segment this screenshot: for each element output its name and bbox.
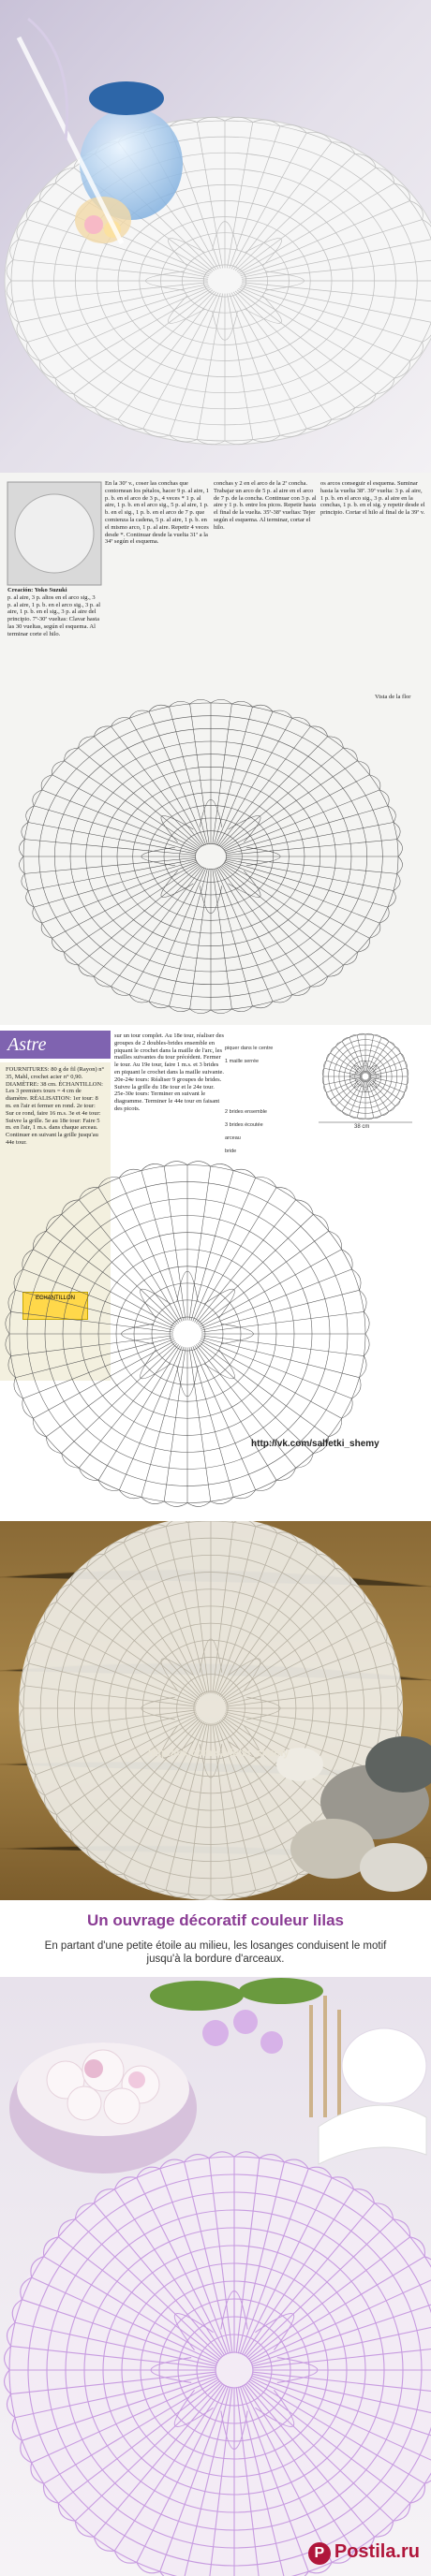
- instructions-middle: sur un tour complet. Au 18e tour, réaliser des groupes de 2 doubles-brides ensemble en piquant le crochet dans la maille de l'arc, les mailles suivantes du tour précédent. Fermer le tour. Au 19e tour, faire 1 m.s. et 3 brides en piquant le crochet dans la maille suivante. 20e-24e tours: Réaliser 9 groupes de brides. Suivre la grille du 18e tour et le 24e tour. 25e-30e tours: Terminer en suivant le diagramme. Terminer le 44e tour en faisant des picots.: [114, 1032, 225, 1112]
- section-title: Un ouvrage décoratif couleur lilas: [87, 1911, 344, 1929]
- instructions-column-2: conchas y 2 en el arco de la 2ª concha. Trabajar un arco de 5 p. al aire en el arco de 7 p. de la concha. Continuar con 3 p. al aire y 1 p. b. entre los picos. Repetir hasta el final de la vuelta. 35ª-38ª vueltas: Tejer según el esquema. Al terminar, cortar el hilo.: [214, 480, 317, 531]
- legend-item: piquer dans le centre: [225, 1046, 274, 1051]
- logo-text: Postila.ru: [334, 2541, 420, 2562]
- pattern-title: Astre: [7, 1034, 47, 1055]
- photo-doily-wood: [0, 1521, 431, 1900]
- legend-item: arceau: [225, 1135, 241, 1141]
- gauge-sticker: ECHANTILLON: [22, 1292, 88, 1320]
- section-subtitle: En partant d'une petite étoile au milieu, les losanges conduisent le motif jusqu'à la bordure d'arceaux.: [44, 1940, 387, 1965]
- materials-text: FOURNITURES: 80 g de fil (Rayon) n° 35, Mahl, crochet acier n° 0,90. DIAMÈTRE: 38 cm. ÉCHANTILLON: Les 3 premiers tours = 4 cm de diamètre. RÉALISATION: 1er tour: 8 m. en l'air et fermer en rond. 2e tour: Sur ce rond, faire 16 m.s. 3e et 4e tour: Suivre la grille. 5e au 18e tour: Faire 5 m. en l'air, 1 m.s. dans chaque arceau. Continuer en suivant la grille jusqu'au 44e tour.: [6, 1066, 105, 1146]
- instructions-column-3: os arcos conseguir el esquema. Suminar hasta la vuelta 38ª. 39ª vuelta: 3 p. al aire, 1 p. b. en el arco sig., 3 p. al aire en la conchas, 1 p. b. en el sig. y repetir desde el principio. Cortar el hilo al final de la 39ª v.: [320, 480, 425, 517]
- instructions-column-1: En la 30ª v., coser las conchas que contornean los pétalos, hacer 9 p. al aire, 1 p. b. en el arco de 3 p., 4 veces * 1 p. al aire, 1 p. b. en el arco sig., 5 p. al aire, 1 p. b. en el sig., 1 p. b. en el arco de 7 p. que comienza la cadena, 5 p. al aire, 1 p. b. en el mismo arco, 1 p. al aire. Repetir 4 veces desde *. Continuar desde la vuelta 31ª a la 34ª según el esquema.: [105, 480, 209, 546]
- legend-item: 1 maille serrée: [225, 1059, 260, 1064]
- source-url: http://vk.com/salfetki_shemy: [251, 1439, 379, 1449]
- legend-item: 3 brides écoutée: [225, 1122, 263, 1128]
- legend-item: 2 brides ensemble: [225, 1109, 267, 1115]
- photo-white-doily-image: [0, 0, 431, 473]
- photo-lilac-doily: [0, 1900, 431, 2576]
- pattern-page-astre: [0, 1025, 431, 1521]
- diagram-label: Vista de la flor: [375, 694, 411, 700]
- left-instructions: p. al aire, 3 p. altos en el arco sig., 3 p. al aire, 1 p. b. en el arco sig., 3 p. al aire, 1 p. b. en el sig., 3 p. al aire del principio. 7ª-30ª vueltas: Clavar hasta las 30 vueltas, según el esquema. Al terminar corte el hilo.: [7, 593, 101, 637]
- watermark-url: http://vk.com/salfetki_shemy: [148, 1748, 290, 1759]
- photo-white-doily: [0, 0, 431, 473]
- diameter-label: 38 cm: [354, 1124, 370, 1130]
- legend-small: [9, 2471, 94, 2527]
- logo-icon: P: [308, 2542, 331, 2565]
- pattern-page-spanish: [0, 473, 431, 1025]
- designer-credit: Creación: Yoko Suzuki: [7, 587, 67, 593]
- photo-doily-wood-image: [0, 1521, 431, 1900]
- legend-item: bride: [225, 1149, 237, 1154]
- postila-logo: [308, 2541, 420, 2565]
